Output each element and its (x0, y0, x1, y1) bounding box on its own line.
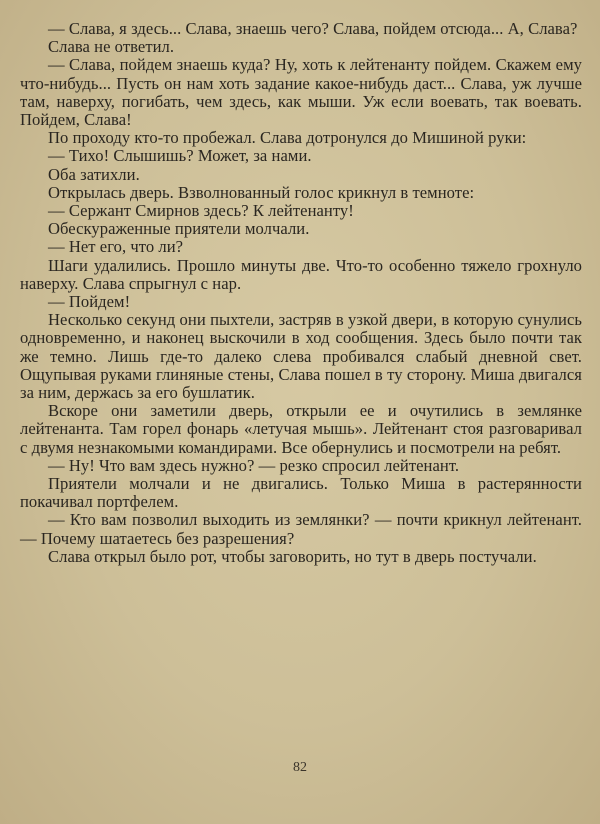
paragraph: — Пойдем! (48, 292, 131, 312)
paragraph: Обескураженные приятели молчали. (48, 219, 310, 239)
paragraph: Открылась дверь. Взволнованный голос крикнул в темноте: (48, 182, 475, 202)
paragraph: Вскоре они заметили дверь, открыли ее и очутились в землянке лейтенанта. Там горел фонарь «летучая мышь». Лейтенант стоя разговаривал с двумя незнакомыми командирами. Все обернулись и посмотрели на ребят. (20, 401, 582, 457)
paragraph: Слава открыл было рот, чтобы заговорить, но тут в дверь постучали. (48, 546, 537, 566)
paragraph: — Ну! Что вам здесь нужно? — резко спросил лейтенант. (48, 455, 460, 475)
paragraph: Шаги удалились. Прошло минуты две. Что-то особенно тяжело грохнуло наверху. Слава спрыгнул с нар. (20, 255, 582, 293)
page-text (20, 20, 582, 566)
paragraph: Оба затихли. (48, 164, 140, 184)
paragraph: Слава не ответил. (48, 37, 175, 57)
paragraph: — Слава, я здесь... Слава, знаешь чего? Слава, пойдем отсюда... А, Слава? (48, 19, 578, 38)
paragraph: Приятели молчали и не двигались. Только Миша в растерянности покачивал портфелем. (20, 474, 582, 512)
paragraph: По проходу кто-то пробежал. Слава дотронулся до Мишиной руки: (48, 128, 527, 148)
paragraph: — Нет его, что ли? (48, 237, 184, 257)
page-number: 82 (293, 760, 307, 775)
paragraph: — Кто вам позволил выходить из землянки? — почти крикнул лейтенант. — Почему шатаетесь без разрешения? (20, 510, 582, 548)
paragraph: — Тихо! Слышишь? Может, за нами. (48, 146, 312, 166)
paragraph: — Слава, пойдем знаешь куда? Ну, хоть к лейтенанту пойдем. Скажем ему что-нибудь... Пусть он нам хоть задание какое-нибудь даст... Слава, уж лучше там, наверху, погибать, чем здесь, как мыши. Уж если воевать, так воевать. Пойдем, Слава! (20, 55, 582, 130)
paragraph: Несколько секунд они пыхтели, застряв в узкой двери, в которую сунулись одновременно, и наконец выскочили в ход сообщения. Здесь было почти так же темно. Лишь где-то далеко слева пробивался слабый дневной свет. Ощупывая руками глиняные стены, Слава пошел в ту сторону. Миша двигался за ним, держась за его бушлатик. (20, 310, 582, 403)
paragraph: — Сержант Смирнов здесь? К лейтенанту! (48, 201, 354, 221)
